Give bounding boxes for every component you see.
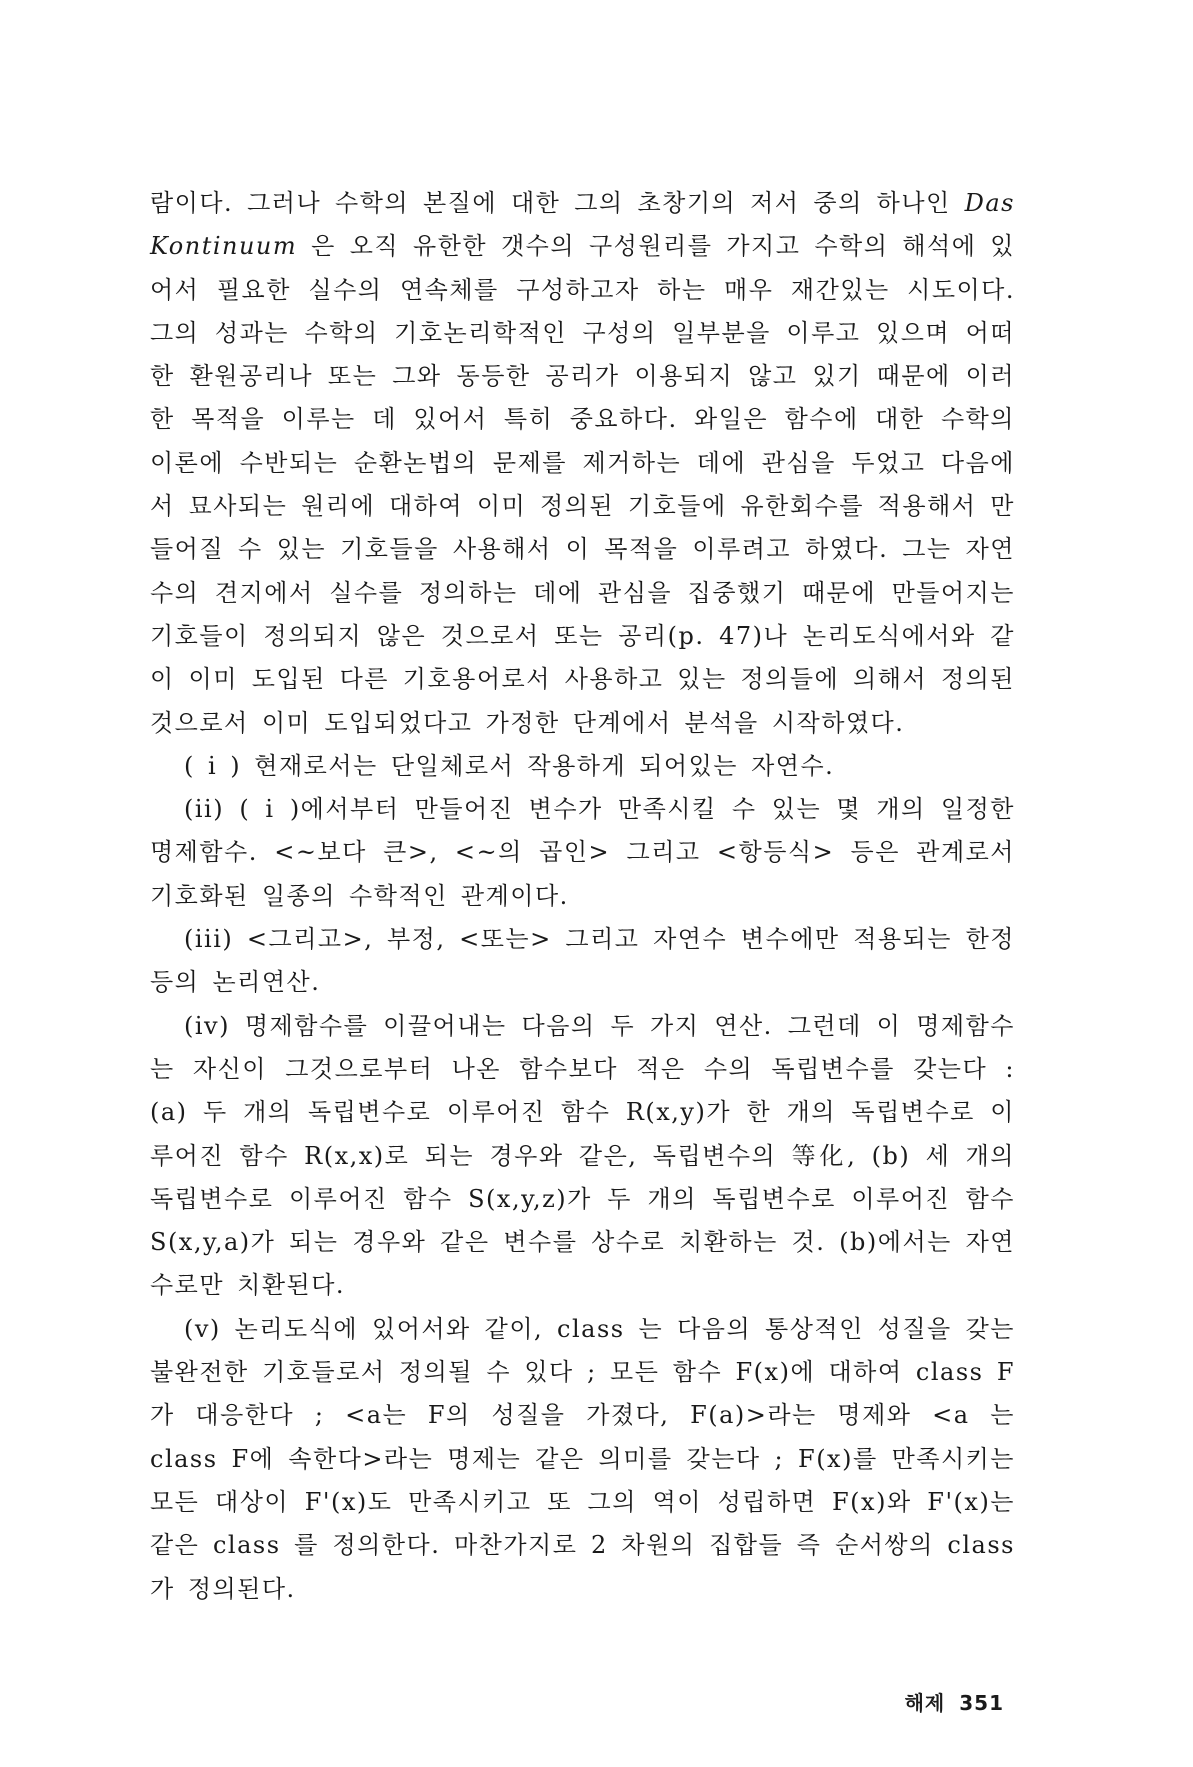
intro-text-after-title: 은 오직 유한한 갯수의 구성원리를 가지고 수학의 해석에 있어서 필요한 실수의 연속체를 구성하고자 하는 매우 재간있는 시도이다. 그의 성과는 수학의 기호논리학적인 구성의 일부분을 이루고 있으며 어떠한 환원공리나 또는 그와 동등한 공리가 이용되지 않고 있기 때문에 이러한 목적을 이루는 데 있어서 특히 중요하다. 와일은 함수에 대한 수학의 이론에 수반되는 순환논법의 문제를 제거하는 데에 관심을 두었고 다음에서 묘사되는 원리에 대하여 이미 정의된 기호들에 유한회수를 적용해서 만들어질 수 있는 기호들을 사용해서 이 목적을 이루려고 하였다. 그는 자연수의 견지에서 실수를 정의하는 데에 관심을 집중했기 때문에 만들어지는 기호들이 정의되지 않은 것으로서 또는 공리(p. 47)나 논리도식에서와 같이 이미 도입된 다른 기호용어로서 사용하고 있는 정의들에 의해서 정의된 것으로서 이미 도입되었다고 가정한 단계에서 분석을 시작하였다.: [150, 232, 1015, 737]
page-number: 351: [959, 1691, 1004, 1715]
intro-text-before-title: 람이다. 그러나 수학의 본질에 대한 그의 초창기의 저서 중의 하나인: [150, 189, 951, 217]
section-label: 해제: [904, 1691, 946, 1715]
text-block: [150, 182, 1015, 1611]
list-item-i: ( i ) 현재로서는 단일체로서 작용하게 되어있는 자연수.: [184, 751, 835, 780]
list-item-iv: (iv) 명제함수를 이끌어내는 다음의 두 가지 연산. 그런데 이 명제함수는 자신이 그것으로부터 나온 함수보다 적은 수의 독립변수를 갖는다 : (a) 두 개의 독립변수로 이루어진 함수 R(x,y)가 한 개의 독립변수로 이루어진 함수 R(x,x)로 되는 경우와 같은, 독립변수의 等化, (b) 세 개의 독립변수로 이루어진 함수 S(x,y,z)가 두 개의 독립변수로 이루어진 함수 S(x,y,a)가 되는 경우와 같은 변수를 상수로 치환하는 것. (b)에서는 자연수로만 치환된다.: [150, 1011, 1015, 1300]
page-footer: [844, 1687, 1004, 1716]
intro-paragraph: [150, 182, 1015, 745]
page-body: [150, 182, 1015, 1611]
list-item-ii: (ii) ( i )에서부터 만들어진 변수가 만족시킬 수 있는 몇 개의 일정한 명제함수. <~보다 큰>, <~의 곱인> 그리고 <항등식> 등은 관계로서 기호화된 일종의 수학적인 관계이다.: [150, 795, 1015, 910]
list-item-iii: (iii) <그리고>, 부정, <또는> 그리고 자연수 변수에만 적용되는 한정 등의 논리연산.: [150, 925, 1015, 997]
book-title: Das Kontinuum: [150, 189, 1015, 261]
list-item-v: (v) 논리도식에 있어서와 같이, class 는 다음의 통상적인 성질을 갖는 불완전한 기호들로서 정의될 수 있다 ; 모든 함수 F(x)에 대하여 class F가 대응한다 ; <a는 F의 성질을 가졌다, F(a)>라는 명제와 <a 는 class F에 속한다>라는 명제는 같은 의미를 갖는다 ; F(x)를 만족시키는 모든 대상이 F'(x)도 만족시키고 또 그의 역이 성립하면 F(x)와 F'(x)는 같은 class 를 정의한다. 마찬가지로 2 차원의 집합들 즉 순서쌍의 class 가 정의된다.: [150, 1314, 1015, 1603]
